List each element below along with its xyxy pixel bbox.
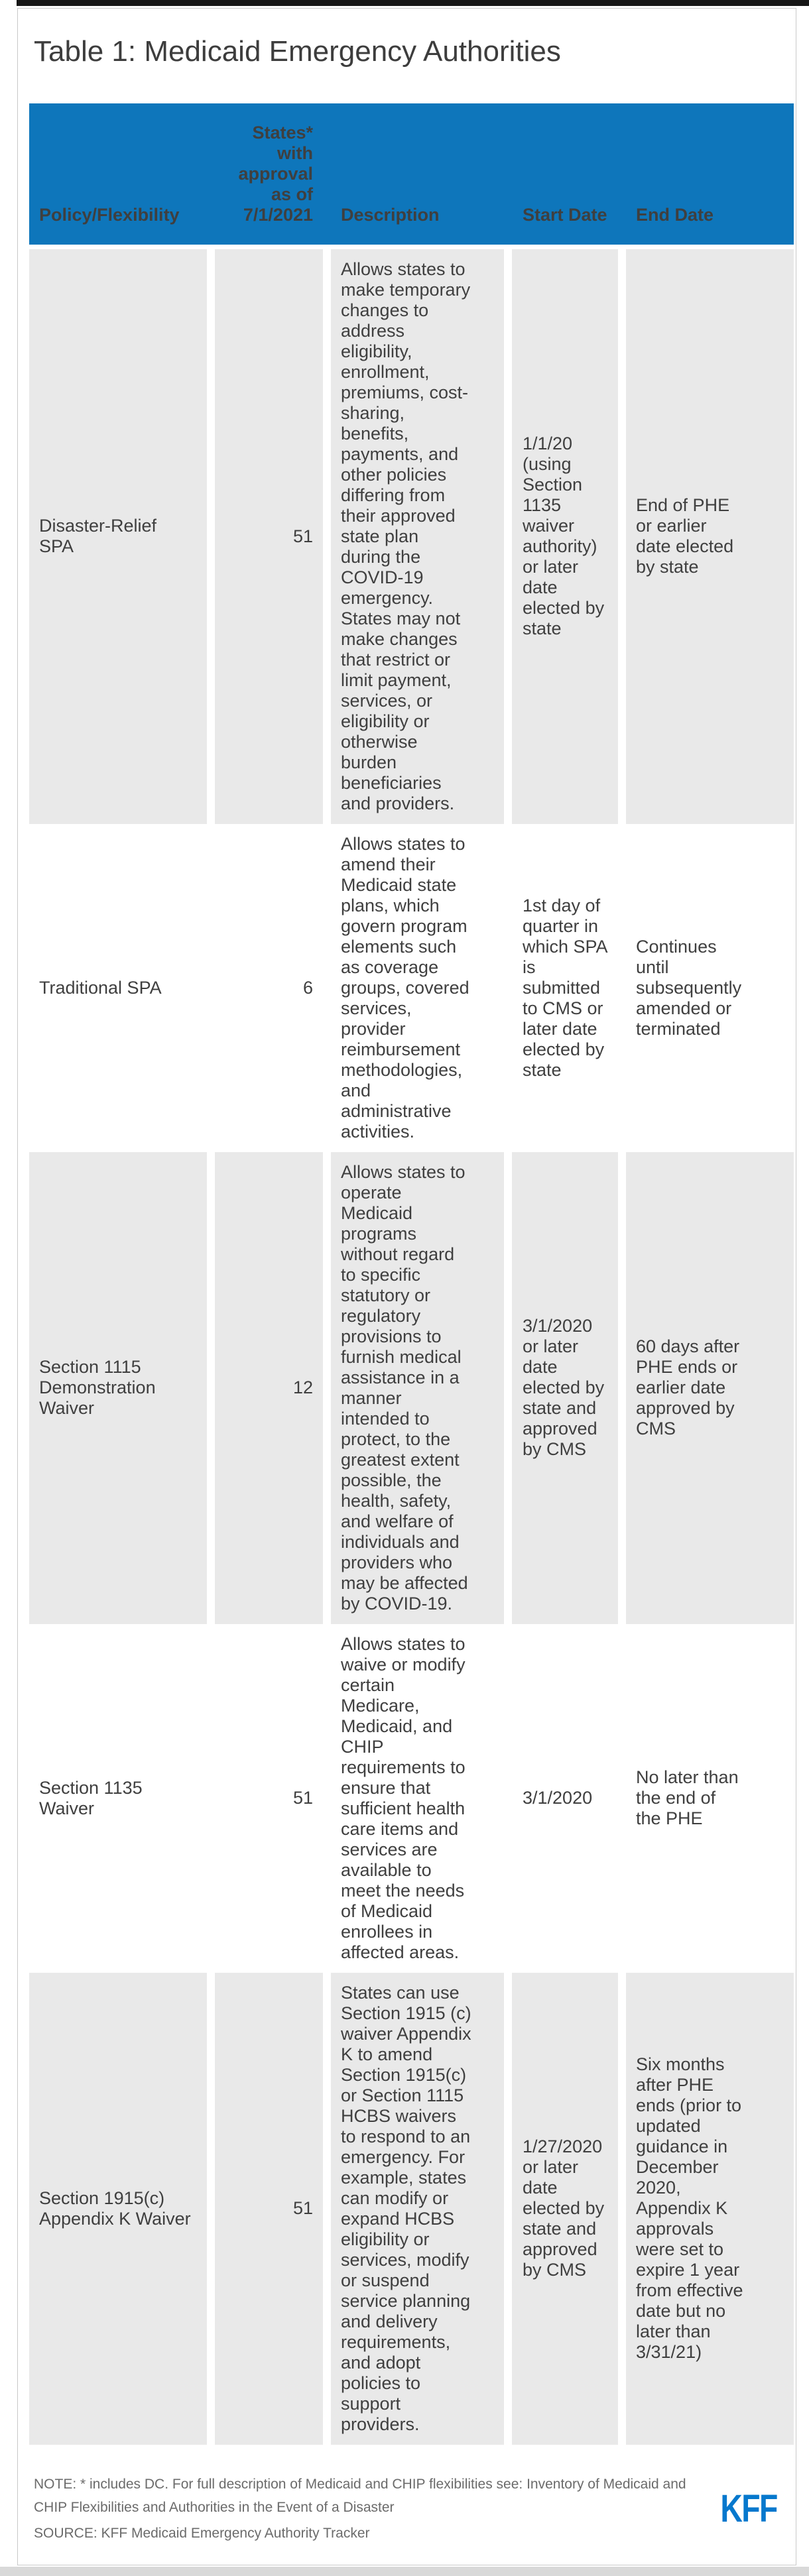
cell-policy: Section 1915(c) Appendix K Waiver xyxy=(29,1973,207,2445)
cell-description: Allows states to waive or modify certain Medicare, Medicaid, and CHIP requirements to ensure that sufficient health care items and services are available to meet the needs of Medicaid enrollees in affected areas. xyxy=(331,1624,504,1973)
cell-start-date: 3/1/2020 xyxy=(512,1624,618,1973)
report-card xyxy=(17,8,796,2565)
cell-states-count: 51 xyxy=(215,249,323,824)
cell-end-date: Six months after PHE ends (prior to updated guidance in December 2020, Appendix K approvals were set to expire 1 year from effective date but no later than 3/31/21) xyxy=(626,1973,794,2445)
footer-notes xyxy=(34,2473,698,2545)
cell-states-count: 6 xyxy=(215,824,323,1152)
cell-start-date: 3/1/2020 or later date elected by state and approved by CMS xyxy=(512,1152,618,1624)
cell-end-date: No later than the end of the PHE xyxy=(626,1624,794,1973)
header-cell-start-date: Start Date xyxy=(523,204,607,225)
header-cell-end-date: End Date xyxy=(636,204,714,225)
cell-end-date: 60 days after PHE ends or earlier date approved by CMS xyxy=(626,1152,794,1624)
cell-end-date: End of PHE or earlier date elected by state xyxy=(626,249,794,824)
header-cell-policy: Policy/Flexibility xyxy=(39,204,180,225)
cell-description: Allows states to make temporary changes to address eligibility, enrollment, premiums, cost-sharing, benefits, payments, and other policies differing from their approved state plan during the COVID-19 emergency. States may not make changes that restrict or limit payment, services, or eligibility or otherwise burden beneficiaries and providers. xyxy=(331,249,504,824)
cell-policy: Disaster-Relief SPA xyxy=(29,249,207,824)
cell-policy: Traditional SPA xyxy=(29,824,207,1152)
cell-states-count: 51 xyxy=(215,1973,323,2445)
cell-start-date: 1st day of quarter in which SPA is submitted to CMS or later date elected by state xyxy=(512,824,618,1152)
medicaid-authorities-table xyxy=(29,103,794,2445)
cell-policy: Section 1135 Waiver xyxy=(29,1624,207,1973)
cell-states-count: 12 xyxy=(215,1152,323,1624)
kff-logo: KFF xyxy=(720,2487,777,2530)
cell-start-date: 1/27/2020 or later date elected by state and approved by CMS xyxy=(512,1973,618,2445)
cell-end-date: Continues until subsequently amended or terminated xyxy=(626,824,794,1152)
report-footer xyxy=(18,2446,796,2551)
cell-policy: Section 1115 Demonstration Waiver xyxy=(29,1152,207,1624)
header-cell-states: States* with approval as of 7/1/2021 xyxy=(238,122,313,225)
header-cell-description: Description xyxy=(341,204,440,225)
cell-states-count: 51 xyxy=(215,1624,323,1973)
table-header-row xyxy=(29,103,794,245)
cell-description: States can use Section 1915 (c) waiver Appendix K to amend Section 1915(c) or Section 1115 HCBS waivers to respond to an emergency. For example, states can modify or expand HCBS eligibility or services, modify or suspend service planning and delivery requirements, and adopt policies to support providers. xyxy=(331,1973,504,2445)
header-gap xyxy=(29,245,794,249)
table-row-traditional-spa xyxy=(29,824,794,1152)
footer-source: SOURCE: KFF Medicaid Emergency Authority Tracker xyxy=(34,2526,370,2541)
table-row-section-1115-demonstration-waiver xyxy=(29,1152,794,1624)
window-top-bar xyxy=(17,0,809,6)
table-row-disaster-relief-spa xyxy=(29,249,794,824)
footer-note: NOTE: * includes DC. For full description of Medicaid and CHIP flexibilities see: Inventory of Medicaid and CHIP Flexibilities and Authorities in the Event of a Disaster xyxy=(34,2477,686,2515)
cell-description: Allows states to amend their Medicaid state plans, which govern program elements such as coverage groups, covered services, provider reimbursement methodologies, and administrative activities. xyxy=(331,824,504,1152)
table-row-section-1915c-appendix-k-waiver xyxy=(29,1973,794,2445)
cell-start-date: 1/1/20 (using Section 1135 waiver authority) or later date elected by state xyxy=(512,249,618,824)
table-row-section-1135-waiver xyxy=(29,1624,794,1973)
cell-description: Allows states to operate Medicaid programs without regard to specific statutory or regulatory provisions to furnish medical assistance in a manner intended to protect, to the greatest extent possible, the health, safety, and welfare of individuals and providers who may be affected by COVID-19. xyxy=(331,1152,504,1624)
bottom-strip xyxy=(0,2567,809,2576)
page-title: Table 1: Medicaid Emergency Authorities xyxy=(34,35,561,68)
